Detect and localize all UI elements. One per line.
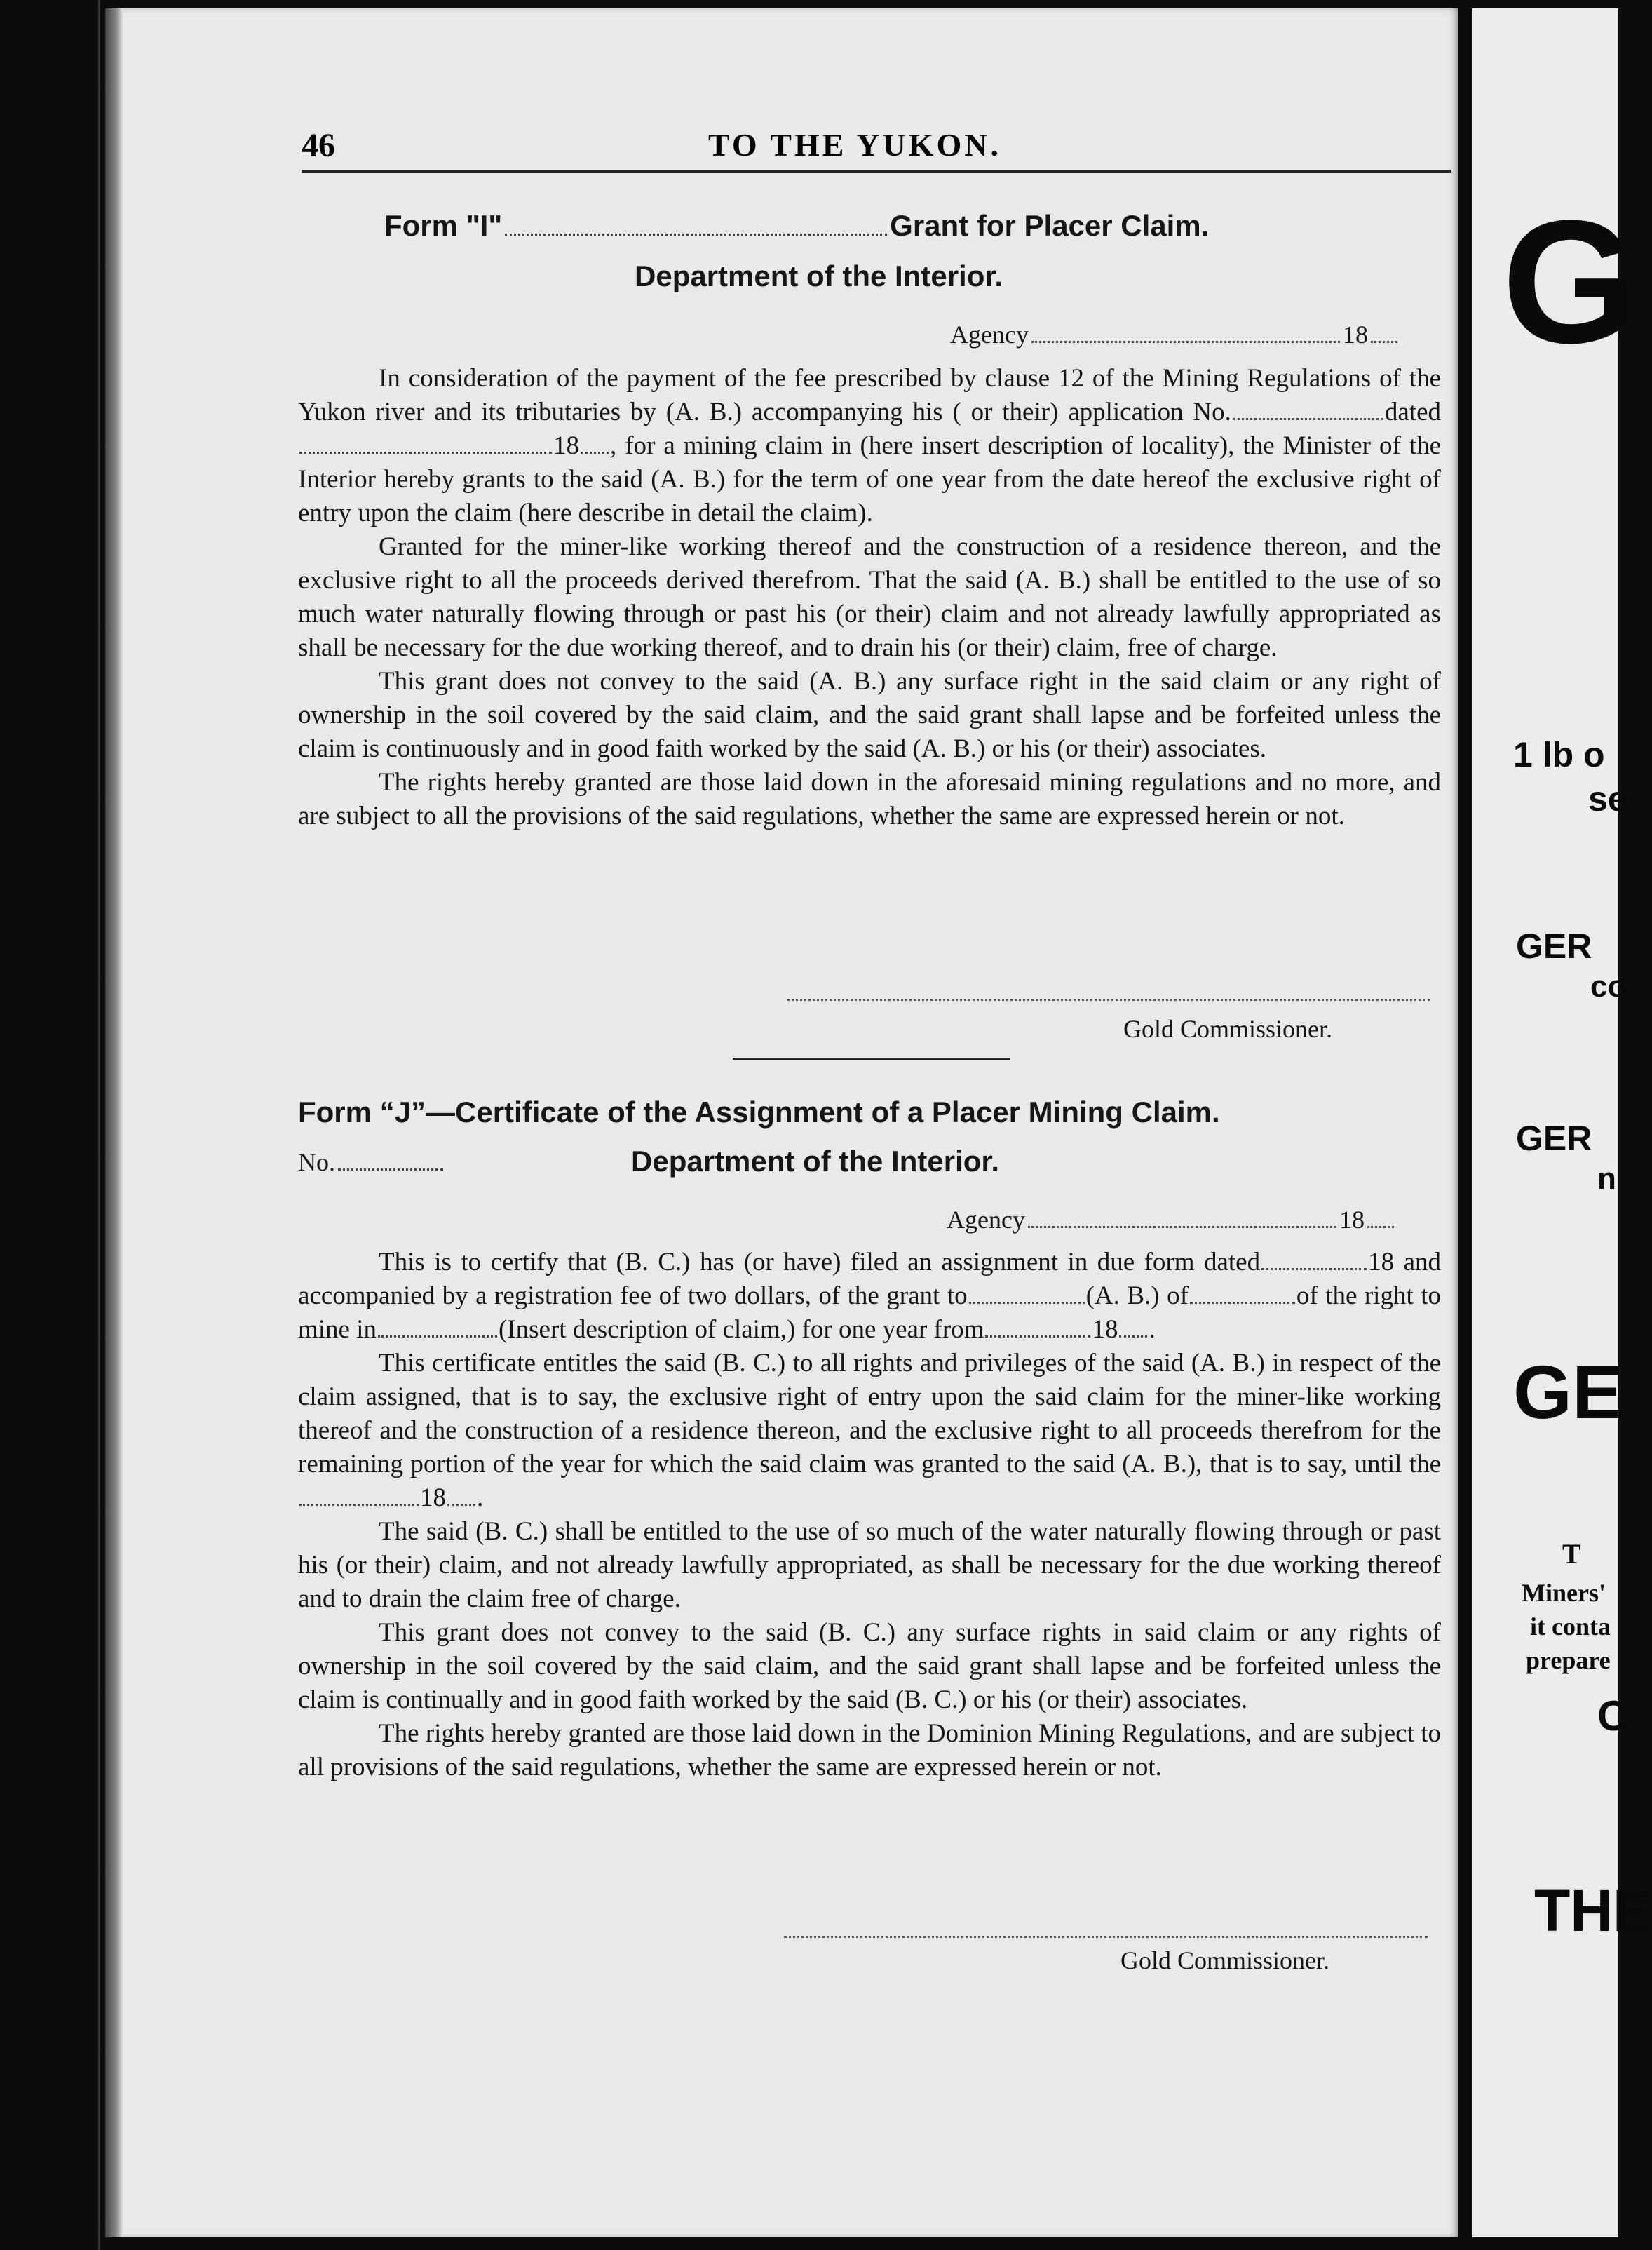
application-no-fill: [1233, 418, 1383, 420]
year-fill: [1119, 1335, 1147, 1338]
form-j-agency-year: 18: [1339, 1206, 1365, 1234]
facing-line-5: GER: [1516, 1119, 1592, 1158]
agency-fill: [1028, 1226, 1336, 1228]
form-i-paragraph-2: Granted for the miner-like working thereof and the construction of a residence thereon, and the exclusive right to all the proceeds derived therefrom. That the said (A. B.) shall be entitled to the use of so much water naturally flowing through or past his (or their) claim and not already lawfully appropriated as shall be necessary for the due working thereof, and to drain his (or their) claim, free of charge.: [298, 532, 1441, 662]
facing-big-letter: G: [1502, 184, 1639, 379]
form-i-p1-c: 18: [553, 431, 579, 460]
form-j-paragraph-5: The rights hereby granted are those laid down in the Dominion Mining Regulations, and are subject to all provisions of the said regulations, whether the same are expressed herein or not.: [298, 1719, 1441, 1781]
mine-in-fill: [378, 1335, 497, 1338]
form-i-p1-d: , for a mining claim in (here insert description of locality), the Minister of the Interior hereby grants to the said (A. B.) for the term of one year from the date hereof the exclusive right of entry upon the claim (here describe in detail the claim).: [298, 431, 1441, 527]
form-i-signature-line: [787, 999, 1430, 1001]
no-fill: [338, 1168, 443, 1171]
form-j-department: Department of the Interior.: [631, 1145, 1000, 1178]
facing-page: [1472, 8, 1652, 2237]
form-j-p1-e: of the right to mine in: [298, 1281, 1441, 1344]
form-i-paragraph-4: The rights hereby granted are those laid down in the aforesaid mining regulations and no more, and are subject to all the provisions of the said regulations, whether the same are expressed herein or not.: [298, 768, 1441, 830]
dated-fill: [299, 452, 552, 454]
form-j-agency-line: [947, 1205, 1397, 1234]
form-j-signature: Gold Commissioner.: [1120, 1946, 1330, 1974]
agency-year-fill: [1371, 341, 1397, 343]
form-j-title: Form “J”—Certificate of the Assignment of a Placer Mining Claim.: [298, 1096, 1220, 1129]
form-i-department: Department of the Interior.: [635, 260, 1003, 292]
form-j-agency-label: Agency: [947, 1206, 1025, 1234]
facing-line-9: Miners': [1522, 1579, 1606, 1607]
form-i-title: Grant for Placer Claim.: [890, 209, 1210, 242]
form-i-agency-line: [950, 320, 1400, 349]
facing-line-13: THE: [1534, 1878, 1652, 1944]
facing-line-10: it conta: [1530, 1612, 1611, 1641]
form-i-label: Form "I": [384, 209, 503, 242]
header-rule: [302, 170, 1451, 173]
facing-line-8: T: [1562, 1538, 1581, 1570]
form-j-p2-a: This certificate entitles the said (B. C.) to all rights and privileges of the said (A. B.) in respect of the claim assigned, that is to say, the exclusive right of entry upon the said claim for the miner-like working thereof and the construction of a residence thereon, and the exclusive right to all proceeds therefrom for the remaining portion of the year for which the said claim was granted to the said (A. B.), that is to say, until the: [298, 1349, 1441, 1478]
book-title: TO THE YUKON.: [708, 127, 1001, 163]
form-i-p1-b: dated: [1384, 398, 1441, 426]
facing-line-3: GER: [1516, 927, 1592, 966]
form-j-p1-a: This is to certify that (B. C.) has (or have) filed an assignment in due form dated: [379, 1248, 1261, 1276]
grant-to-fill: [969, 1302, 1085, 1304]
facing-line-2: se: [1588, 779, 1627, 819]
dated-fill: [1261, 1268, 1367, 1270]
form-i-p1-a: In consideration of the payment of the fee prescribed by clause 12 of the Mining Regulations of the Yukon river and its tributaries by (A. B.) accompanying his ( or their) application No.: [298, 364, 1441, 426]
form-j-p2-c: .: [477, 1483, 484, 1512]
facing-line-1: 1 lb o: [1513, 735, 1605, 774]
year-fill: [447, 1504, 475, 1506]
facing-line-12: C: [1597, 1692, 1628, 1739]
form-j-p1-b: 18: [1368, 1248, 1395, 1276]
form-j-signature-line: [784, 1936, 1428, 1938]
form-j-p2-b: 18: [420, 1483, 446, 1512]
facing-line-7: GE: [1513, 1349, 1623, 1434]
form-j-body: [298, 1246, 1441, 1784]
agency-fill: [1031, 341, 1340, 343]
form-j-paragraph-3: The said (B. C.) shall be entitled to the use of so much of the water naturally flowing through or past his (or their) claim, and not already lawfully appropriated, as shall be necessary for the due working thereof and to drain the claim free of charge.: [298, 1517, 1441, 1613]
form-j-p1-d: (A. B.) of: [1085, 1281, 1189, 1310]
section-separator: [733, 1058, 1010, 1060]
form-j-p1-f: (Insert description of claim,) for one year from: [499, 1315, 984, 1344]
form-j-paragraph-2: [298, 1347, 1441, 1515]
form-i-heading: [384, 209, 1209, 243]
form-j-no-label: No.: [298, 1148, 335, 1176]
form-j-p1-h: .: [1149, 1315, 1156, 1344]
leader-dots: [505, 234, 887, 236]
until-fill: [299, 1504, 419, 1506]
facing-line-4: co: [1590, 969, 1627, 1004]
form-i-body: [298, 362, 1441, 833]
form-j-paragraph-1: [298, 1246, 1441, 1347]
form-j-p1-c: and accompanied by a registration fee of two dollars, of the grant to: [298, 1248, 1441, 1310]
form-i-paragraph-3: This grant does not convey to the said (A. B.) any surface right in the said claim or any right of ownership in the soil covered by the said claim, and the said grant shall lapse and be forfeited unless the claim is continuously and in good faith worked by the said (A. B.) or his (or their) associates.: [298, 667, 1441, 763]
form-i-signature: Gold Commissioner.: [1123, 1015, 1333, 1043]
form-j-no-line: [298, 1147, 446, 1177]
form-j-p1-g: 18: [1092, 1315, 1118, 1344]
of-fill: [1190, 1302, 1295, 1304]
facing-line-6: n: [1597, 1161, 1616, 1196]
page-number: 46: [302, 127, 335, 164]
spine-edge: [98, 0, 100, 2250]
facing-line-11: prepare: [1526, 1646, 1611, 1674]
form-j-paragraph-4: This grant does not convey to the said (B. C.) any surface rights in said claim or any rights of ownership in the soil covered by the said claim, and the said grant shall lapse and be forfeited unless the claim is continually and in good faith worked by the said (B. C.) or his (or their) associates.: [298, 1618, 1441, 1714]
agency-year-fill: [1367, 1226, 1394, 1228]
year-fill: [581, 452, 609, 454]
from-fill: [985, 1335, 1090, 1338]
form-i-paragraph-1: [298, 362, 1441, 530]
form-i-agency-label: Agency: [950, 321, 1029, 349]
form-i-agency-year: 18: [1342, 321, 1368, 349]
spine-shadow: [105, 8, 123, 2237]
